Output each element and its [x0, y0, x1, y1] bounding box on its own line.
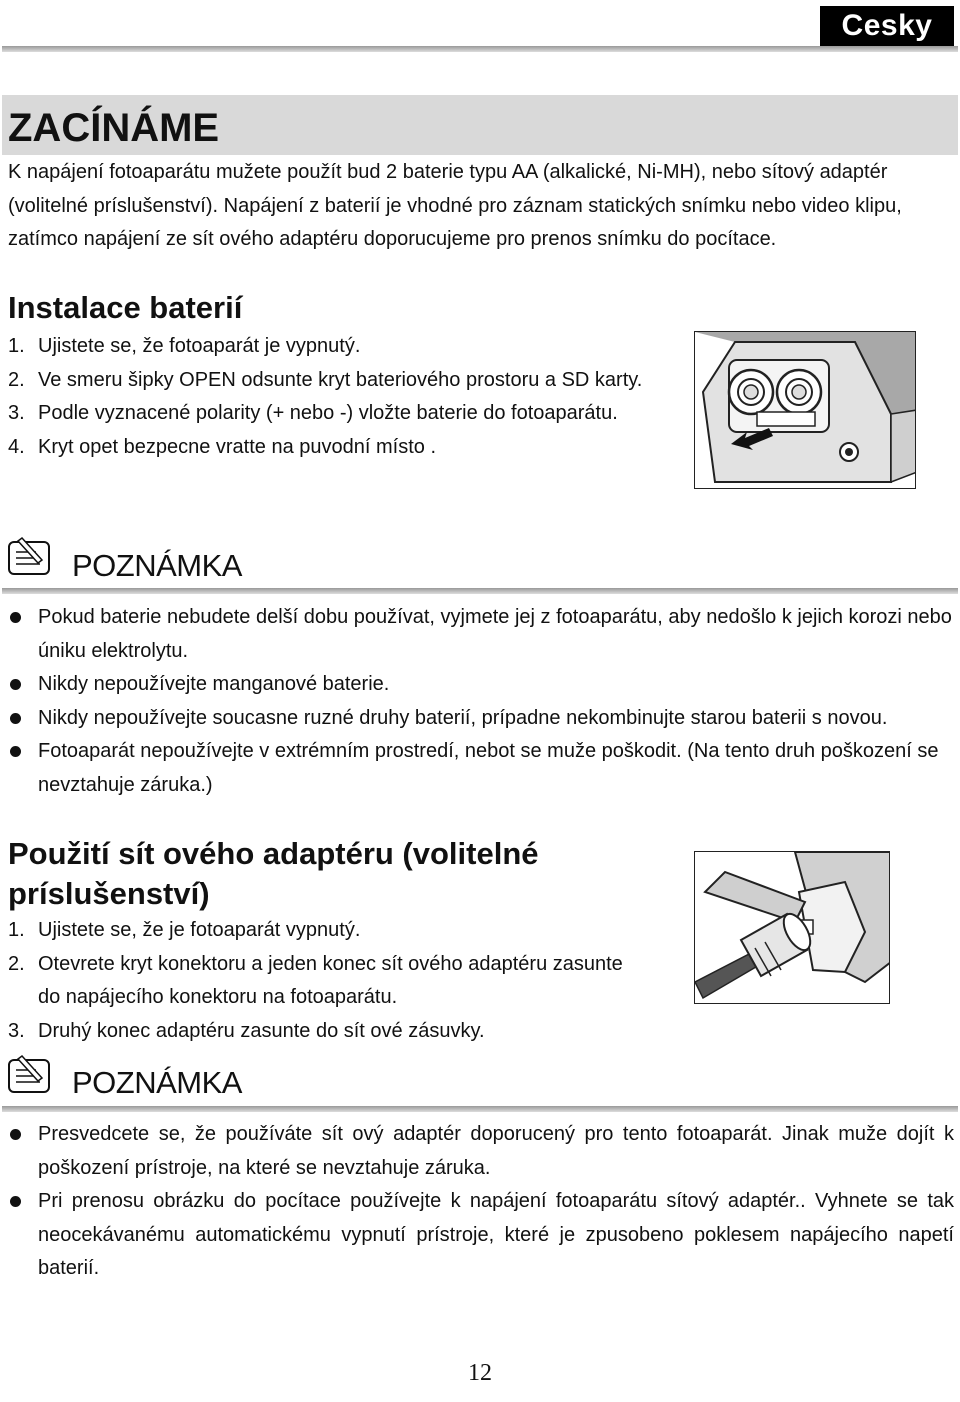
battery-compartment-illustration — [694, 331, 916, 489]
step-text: Podle vyznacené polarity (+ nebo -) vložte baterie do fotoaparátu. — [38, 402, 618, 424]
step-text: Ve smeru šipky OPEN odsunte kryt bateriového prostoru a SD karty. — [38, 368, 643, 391]
bullet-icon — [10, 612, 21, 623]
step-text: Ujistete se, že fotoaparát je vypnutý. — [38, 335, 361, 357]
step-number: 1. — [8, 335, 25, 357]
step-number: 2. — [8, 952, 25, 975]
battery-step — [8, 364, 648, 398]
note-rule — [2, 588, 958, 594]
note-list — [8, 601, 954, 802]
adapter-heading: Použití sít ového adaptéru (volitelné príslušenství) — [8, 836, 539, 911]
step-text: Ujistete se, že je fotoaparát vypnutý. — [38, 919, 361, 941]
adapter-step — [8, 1015, 648, 1049]
step-text: Druhý konec adaptéru zasunte do sít ové zásuvky. — [38, 1019, 485, 1042]
note-list — [8, 1118, 954, 1286]
adapter-steps — [8, 914, 648, 1048]
step-text: Kryt opet bezpecne vratte na puvodní místo . — [38, 435, 437, 458]
adapter-figure-svg — [695, 852, 890, 1004]
step-number: 2. — [8, 368, 25, 391]
note-pad-icon — [6, 1052, 52, 1094]
note-rule — [2, 1106, 958, 1112]
adapter-step — [8, 948, 648, 1015]
intro-paragraph: K napájení fotoaparátu mužete použít bud 2 baterie typu AA (alkalické, Ni-MH), nebo sítový adaptér (volitelné príslušenství). Napájení z baterií je vhodné pro záznam statických snímku nebo video klipu, zatímco napájení ze sít ového adaptéru doporucujeme pro prenos snímku do pocítace. — [8, 161, 902, 250]
step-number: 3. — [8, 402, 25, 424]
note-text: Presvedcete se, že používáte sít ový adaptér doporucený pro tento fotoaparát. Jinak muže dojít k poškození prístroje, na které se nevztahuje záruka. — [38, 1123, 954, 1179]
bullet-icon — [10, 1196, 21, 1207]
battery-step — [8, 330, 648, 364]
bullet-icon — [10, 713, 21, 724]
power-adapter-plug-illustration — [694, 851, 890, 1004]
note-item — [8, 668, 954, 702]
step-number: 4. — [8, 435, 25, 458]
step-number: 1. — [8, 919, 25, 941]
bullet-icon — [10, 746, 21, 757]
note-text: Pri prenosu obrázku do pocítace používejte k napájení fotoaparátu sítový adaptér.. Vyhnete se tak neocekávanému automatickému vypnutí prístroje, které je zpusobeno poklesem napájecího napetí baterií. — [38, 1190, 954, 1279]
battery-step — [8, 397, 648, 431]
bullet-icon — [10, 1129, 21, 1140]
note-item — [8, 735, 954, 802]
step-number: 3. — [8, 1019, 25, 1042]
note-title: POZNÁMKA — [72, 548, 242, 583]
note-text: Nikdy nepoužívejte manganové baterie. — [38, 673, 390, 695]
page-number: 12 — [468, 1360, 492, 1386]
note-title: POZNÁMKA — [72, 1065, 242, 1100]
header-rule — [2, 46, 958, 52]
battery-figure-svg — [695, 332, 916, 489]
note-text: Fotoaparát nepoužívejte v extrémním prostredí, nebot se muže poškodit. (Na tento druh poškození se nevztahuje záruka.) — [38, 740, 939, 796]
note-text: Pokud baterie nebudete delší dobu používat, vyjmete jej z fotoaparátu, aby nedošlo k jejich korozi nebo úniku elektrolytu. — [38, 606, 952, 662]
language-tab: Cesky — [820, 6, 954, 46]
note-item — [8, 1118, 954, 1185]
step-text: Otevrete kryt konektoru a jeden konec sít ového adaptéru zasunte do napájecího konektoru na fotoaparátu. — [38, 952, 623, 1008]
adapter-step — [8, 914, 648, 948]
bullet-icon — [10, 679, 21, 690]
note-item — [8, 601, 954, 668]
note-pad-icon — [6, 534, 52, 576]
page-title: ZACÍNÁME — [8, 106, 220, 150]
note-item — [8, 702, 954, 736]
note-item — [8, 1185, 954, 1286]
battery-step — [8, 431, 648, 465]
note-text: Nikdy nepoužívejte soucasne ruzné druhy baterií, prípadne nekombinujte starou baterii s novou. — [38, 706, 888, 729]
battery-steps — [8, 330, 648, 464]
battery-heading: Instalace baterií — [8, 290, 243, 325]
